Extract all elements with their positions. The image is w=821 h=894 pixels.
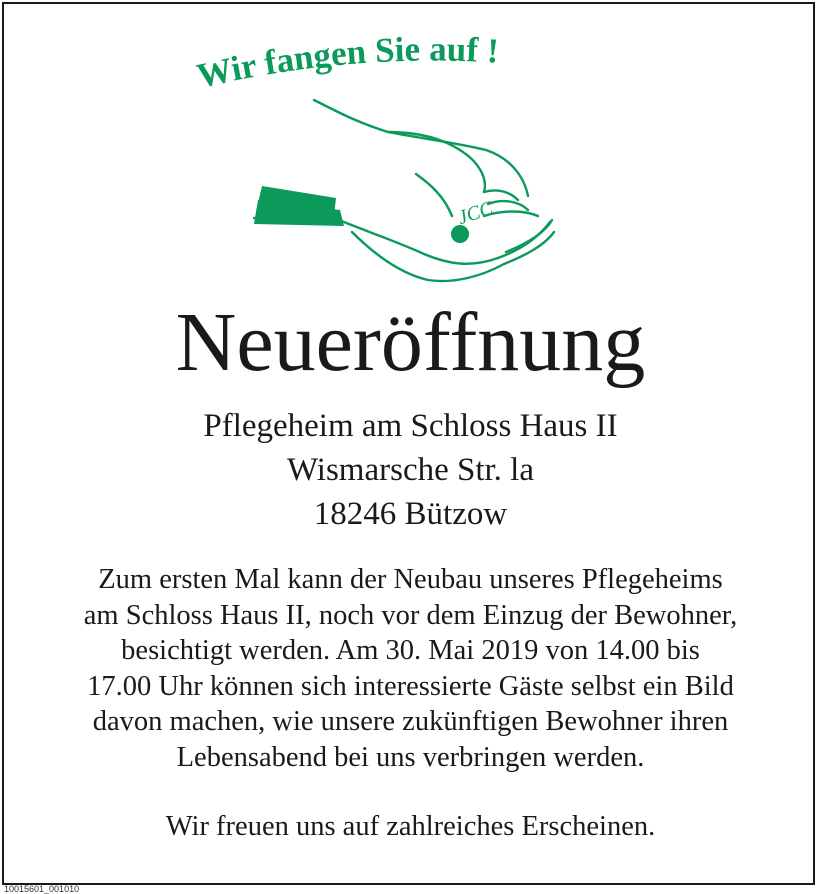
body-line: 17.00 Uhr können sich interessierte Gäste selbst ein Bild	[87, 670, 734, 702]
facility-name: Pflegeheim am Schloss Haus II	[203, 408, 618, 444]
announcement-body	[0, 562, 821, 775]
body-line: besichtigt werden. Am 30. Mai 2019 von 14.00 bis	[121, 635, 700, 666]
slogan-text: Wir fangen Sie auf !	[193, 29, 500, 96]
logo-monogram: JCC	[455, 197, 496, 230]
body-line: am Schloss Haus II, noch vor dem Einzug der Bewohner,	[83, 599, 738, 631]
hands-catching-logo-icon	[248, 92, 568, 292]
postal-city: 18246 Bützow	[313, 496, 508, 532]
ad-reference-code: 10015601_001010	[4, 884, 80, 894]
street-address: Wismarsche Str. la	[286, 452, 535, 488]
address-block	[0, 404, 821, 536]
closing-line: Wir freuen uns auf zahlreiches Erscheinen.	[165, 811, 656, 842]
slogan-banner	[0, 22, 821, 102]
body-line: Zum ersten Mal kann der Neubau unseres Pflegeheims	[98, 564, 723, 595]
body-line: davon machen, wie unsere zukünftigen Bewohner ihren	[92, 706, 729, 737]
body-line: Lebensabend bei uns verbringen werden.	[176, 741, 645, 773]
page-title: Neueröffnung	[175, 296, 646, 389]
